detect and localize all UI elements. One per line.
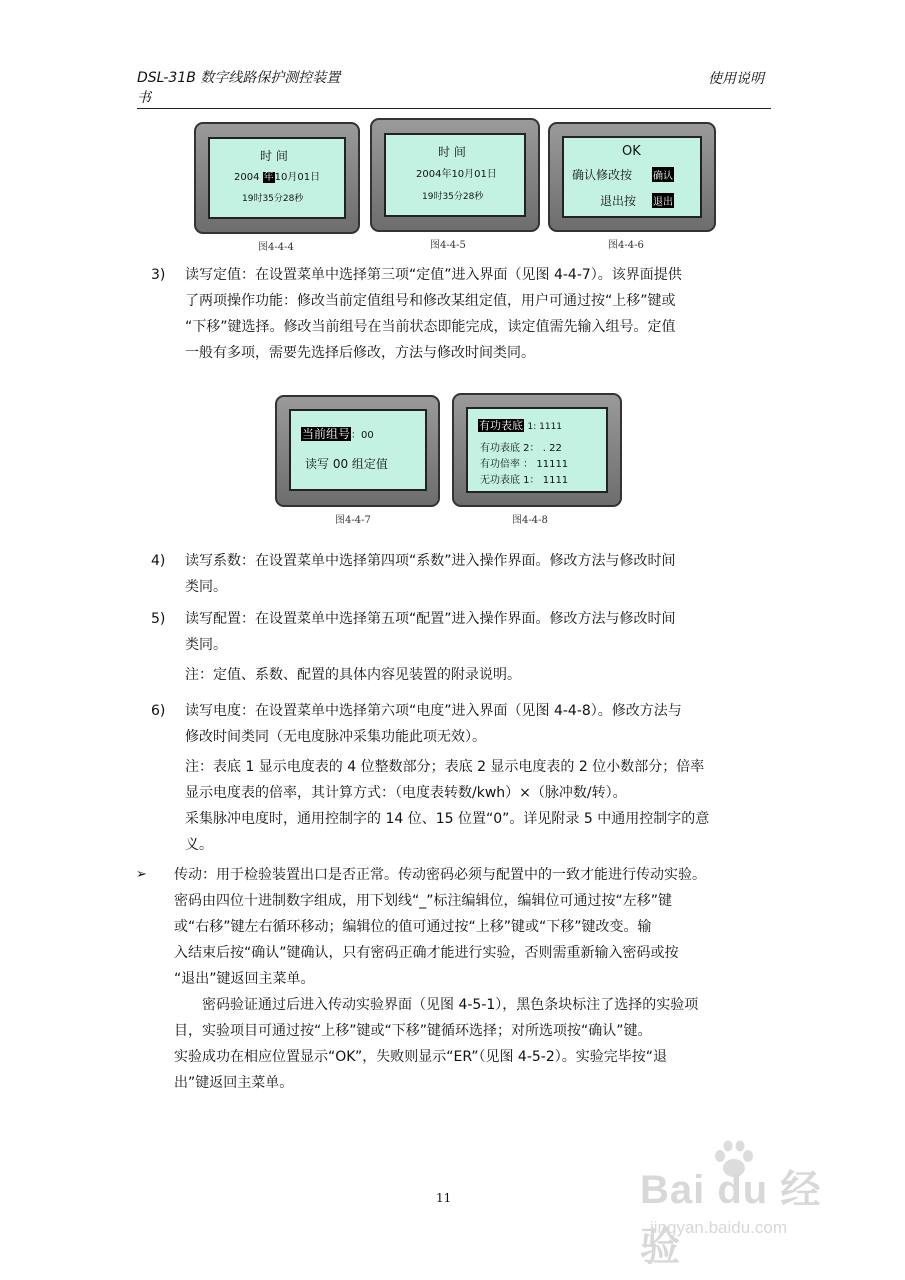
figure-caption: 图4-4-5 <box>430 240 466 251</box>
lcd-readwrite: 读写 00 组定值 <box>305 457 388 471</box>
lcd-figure-4-4-8 <box>452 393 622 507</box>
text-line: 目，实验项目可通过按“上移”键或“下移”键循环选择；对所选项按“确认”键。 <box>174 1023 652 1039</box>
lcd-date-line <box>234 168 320 183</box>
bullet-arrow-icon: ➢ <box>136 867 147 882</box>
figure-caption: 图4-4-4 <box>258 242 294 253</box>
watermark-url: jingyan.baidu.com <box>650 1218 788 1237</box>
text-line: 显示电度表的倍率，其计算方式：（电度表转数/kwh）×（脉冲数/转）。 <box>185 785 627 801</box>
lcd-figure-4-4-7 <box>275 395 440 507</box>
text-line: 读写定值：在设置菜单中选择第三项“定值”进入界面（见图 4-4-7）。该界面提供 <box>185 267 682 283</box>
text-line: 注：定值、系数、配置的具体内容见装置的附录说明。 <box>185 667 521 683</box>
lcd-screen <box>562 136 702 218</box>
text-line: “下移”键选择。修改当前组号在当前状态即能完成，读定值需先输入组号。定值 <box>185 319 676 335</box>
text-line: 密码验证通过后进入传动实验界面（见图 4-5-1），黑色条块标注了选择的实验项 <box>174 997 699 1013</box>
baidu-jingyan-watermark <box>640 1140 860 1269</box>
item-number: 4) <box>151 553 166 569</box>
lcd-screen <box>208 137 346 219</box>
lcd-group-line <box>301 425 374 442</box>
lcd-exit-key: 退出 <box>652 193 674 208</box>
text-line: 类同。 <box>185 637 227 653</box>
text-line: 密码由四位十进制数字组成，用下划线“_”标注编辑位，编辑位可通过按“左移”键 <box>174 893 673 909</box>
note-text <box>185 662 521 688</box>
text-line: 一般有多项，需要先选择后修改，方法与修改时间类同。 <box>185 345 535 361</box>
lcd-time: 19时35分28秒 <box>242 194 304 204</box>
lcd-figure-4-4-4 <box>194 122 360 234</box>
text-line: 修改时间类同（无电度脉冲采集功能此项无效）。 <box>185 729 486 745</box>
text-line: 读写配置：在设置菜单中选择第五项“配置”进入操作界面。修改方法与修改时间 <box>185 611 676 627</box>
text-line: 读写电度：在设置菜单中选择第六项“电度”进入界面（见图 4-4-8）。修改方法与 <box>185 703 682 719</box>
text-line: 了两项操作功能：修改当前定值组号和修改某组定值，用户可通过按“上移”键或 <box>185 293 676 309</box>
text-line: “退出”键返回主菜单。 <box>174 971 315 987</box>
lcd-screen <box>289 409 427 491</box>
lcd-year: 2004 <box>234 172 263 183</box>
text-line: 读写系数：在设置菜单中选择第四项“系数”进入操作界面。修改方法与修改时间 <box>185 553 676 569</box>
lcd-cursor: 年 <box>263 172 274 183</box>
lcd-time: 19时35分28秒 <box>422 192 484 202</box>
lcd-energy-line3: 有功倍率 ： 11111 <box>480 459 569 470</box>
lcd-confirm-key: 确认 <box>652 167 674 182</box>
note-text <box>185 754 709 858</box>
lcd-energy-line1 <box>478 417 562 433</box>
item-text <box>185 698 682 750</box>
item-text <box>185 262 682 366</box>
lcd-date-rest: 10月01日 <box>274 172 321 183</box>
lcd-figure-4-4-5 <box>370 118 540 232</box>
text-line: 采集脉冲电度时，通用控制字的 14 位、15 位置“0”。详见附录 5 中通用控制字的意 <box>185 811 710 827</box>
lcd-title: 时 间 <box>260 149 288 163</box>
figure-caption: 图4-4-7 <box>335 515 371 526</box>
lcd-exit-label: 退出按 <box>600 194 637 208</box>
lcd-date: 2004年10月01日 <box>416 169 497 180</box>
header-title <box>137 68 340 108</box>
lcd-ok-title: OK <box>622 144 641 159</box>
page-number: 11 <box>436 1191 452 1205</box>
lcd-energy-line1-value: 1: 1111 <box>527 422 563 432</box>
header-right: 使用说明 <box>708 71 764 87</box>
item-text <box>185 606 676 658</box>
lcd-screen <box>466 407 608 493</box>
lcd-energy-highlight: 有功表底 <box>479 419 523 432</box>
bullet-text <box>174 862 706 1096</box>
lcd-title: 时 间 <box>438 145 466 159</box>
watermark-logo-text: Bai du 经验 <box>640 1168 822 1269</box>
header-title-line2: 书 <box>137 90 151 106</box>
lcd-screen <box>384 133 526 217</box>
text-line: 入结束后按“确认”键确认，只有密码正确才能进行实验，否则需重新输入密码或按 <box>174 945 679 961</box>
text-line: 实验成功在相应位置显示“OK”，失败则显示“ER”（见图 4-5-2）。实验完毕按“退 <box>174 1049 667 1065</box>
lcd-energy-line2: 有功表底 2： . 22 <box>480 443 562 454</box>
header-title-line1: DSL-31B 数字线路保护测控装置 <box>137 70 341 86</box>
lcd-group-highlight: 当前组号 <box>302 427 351 441</box>
lcd-figure-4-4-6 <box>548 122 716 232</box>
item-text <box>185 548 676 600</box>
lcd-group-value: ：00 <box>351 430 374 441</box>
text-line: 类同。 <box>185 579 227 595</box>
text-line: 注：表底 1 显示电度表的 4 位整数部分；表底 2 显示电度表的 2 位小数部分；倍率 <box>185 759 705 775</box>
header-rule <box>137 108 771 109</box>
figure-caption: 图4-4-6 <box>608 240 644 251</box>
item-number: 6) <box>151 703 166 719</box>
text-line: 传动：用于检验装置出口是否正常。传动密码必须与配置中的一致才能进行传动实验。 <box>174 867 706 883</box>
lcd-confirm-label: 确认修改按 <box>572 168 633 182</box>
text-line: 出”键返回主菜单。 <box>174 1075 294 1091</box>
item-number: 3) <box>151 267 166 283</box>
text-line: 或“右移”键左右循环移动；编辑位的值可通过按“上移”键或“下移”键改变。输 <box>174 919 652 935</box>
item-number: 5) <box>151 611 166 627</box>
lcd-energy-line4: 无功表底 1： 1111 <box>480 475 569 486</box>
figure-caption: 图4-4-8 <box>512 515 548 526</box>
text-line: 义。 <box>185 837 213 853</box>
